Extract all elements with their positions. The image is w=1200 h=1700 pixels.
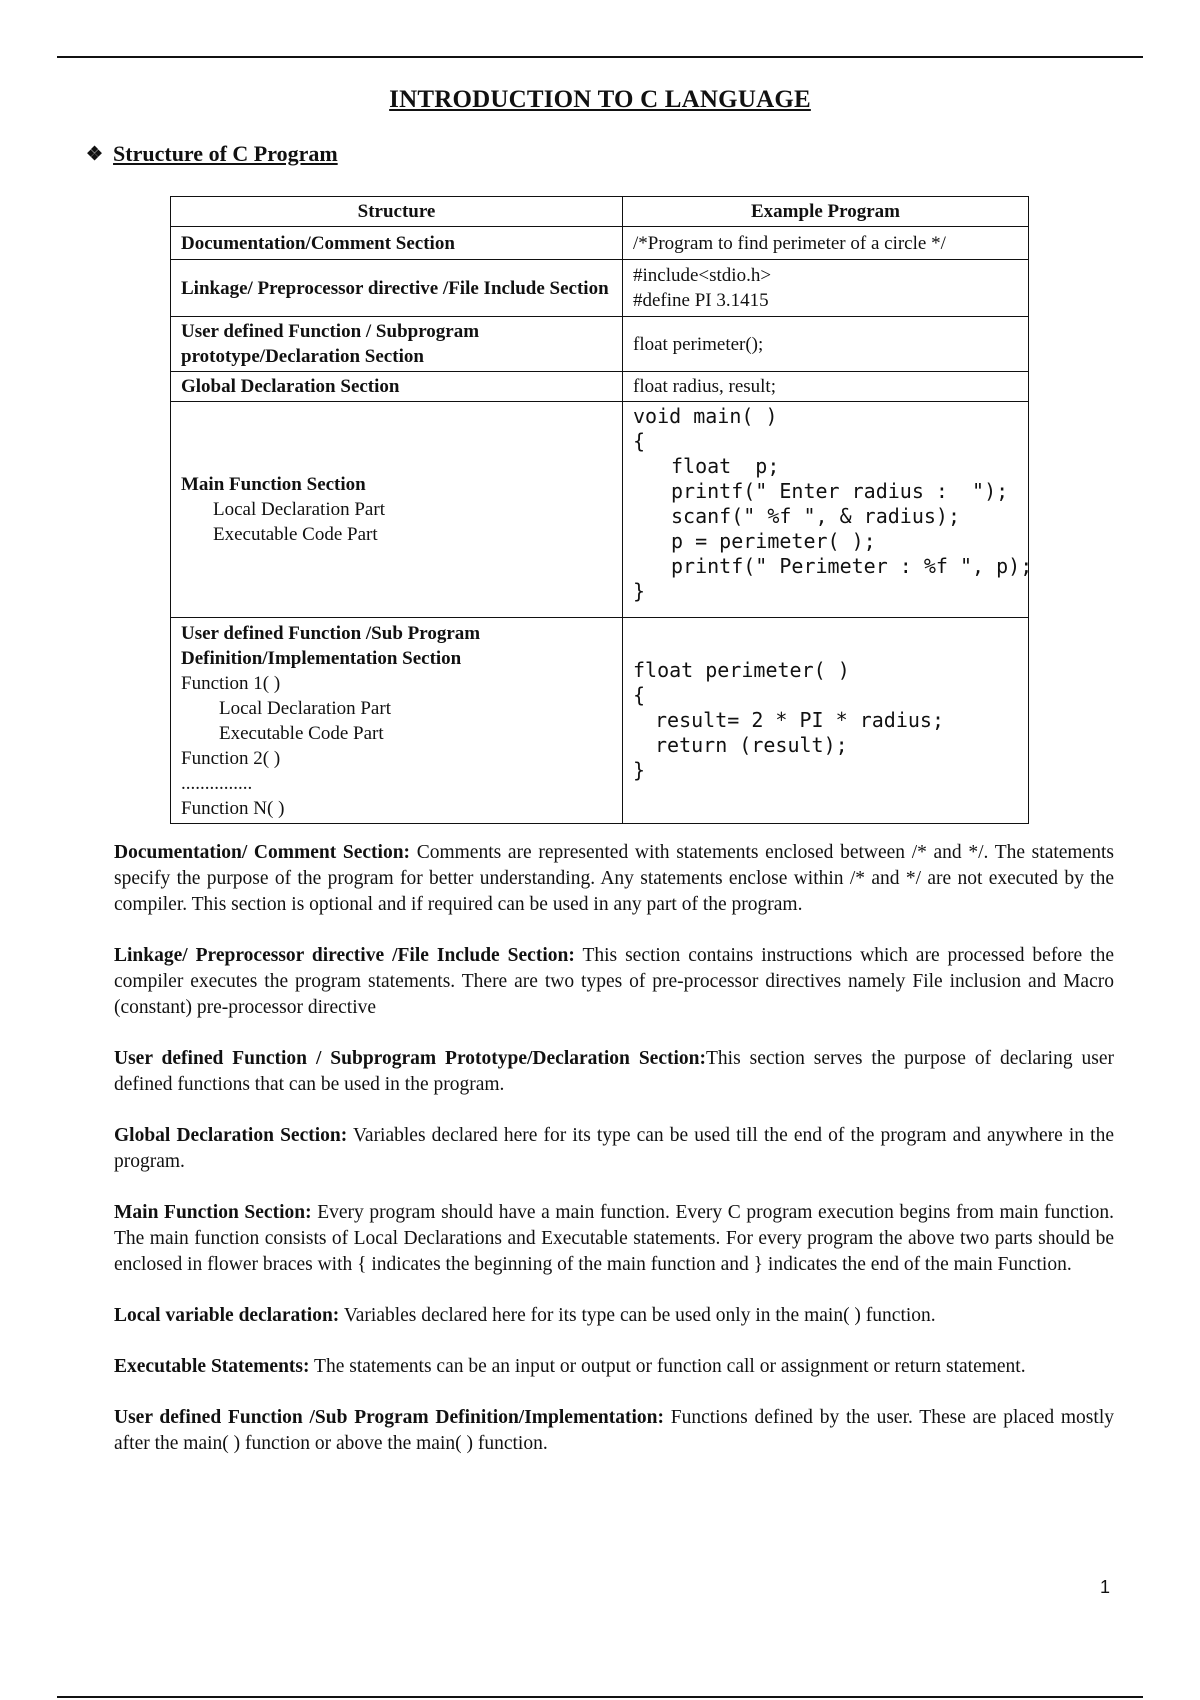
bottom-rule [57,1696,1143,1698]
example-code-block [623,402,1033,618]
paragraph [114,1303,1114,1329]
table-row [171,372,1029,402]
example-cell: /*Program to find perimeter of a circle */ [623,227,1029,260]
code-line: #include<stdio.h> [633,265,772,286]
paragraph-text: Every program should have a main function. Every C program execution begins from main function. The main function consists of Local Declarations and Executable statements. For every program the above two parts should be enclosed in flower braces with { indicates the beginning of the main function and } indicates the end of the main Function. [114,1202,1114,1275]
paragraph-lead: User defined Function / Subprogram Prototype/Declaration Section: [114,1048,706,1069]
paragraph-lead: Documentation/ Comment Section: [114,842,411,863]
structure-cell [171,402,623,618]
diamond-bullet-icon: ❖ [86,143,104,165]
paragraph-text: Variables declared here for its type can be used only in the main( ) function. [339,1305,936,1326]
function-1-label: Function 1( ) [181,672,281,694]
example-cell: float radius, result; [623,372,1029,402]
structure-table [170,196,1033,824]
main-function-label: Main Function Section [181,474,366,495]
paragraph [114,840,1114,918]
local-declaration-label: Local Declaration Part [219,697,391,719]
paragraph-lead: User defined Function /Sub Program Definition/Implementation: [114,1407,664,1428]
table-header-row [171,197,1029,227]
local-declaration-label: Local Declaration Part [213,499,385,520]
page-title: INTRODUCTION TO C LANGUAGE [389,86,811,113]
code-line: { [633,429,646,453]
paragraph-lead: Local variable declaration: [114,1305,340,1326]
structure-cell [171,618,623,824]
paragraph-lead: Main Function Section: [114,1202,312,1223]
table-row [171,227,1029,260]
description-paragraphs [114,840,1114,1482]
code-line: result= 2 * PI * radius; [655,708,944,732]
paragraph-text: Variables declared here for its type can be used till the end of the program and anywhere in the program. [114,1125,1114,1172]
paragraph [114,943,1114,1021]
top-rule [57,56,1143,58]
code-line: float perimeter( ) [633,658,850,682]
example-cell: float perimeter(); [623,317,1029,372]
structure-cell: Linkage/ Preprocessor directive /File Include Section [171,260,623,317]
paragraph-lead: Global Declaration Section: [114,1125,348,1146]
structure-cell: User defined Function / Subprogram prototype/Declaration Section [171,317,623,372]
page-number: 1 [1100,1577,1111,1597]
table-row [171,402,1029,618]
function-2-label: Function 2( ) [181,747,281,769]
structure-cell: Global Declaration Section [171,372,623,402]
paragraph-lead: Linkage/ Preprocessor directive /File Include Section: [114,945,575,966]
executable-code-label: Executable Code Part [219,722,384,744]
code-line: { [633,683,646,707]
table-row [171,260,1029,317]
paragraph-text: This section serves the purpose of declaring user defined functions that can be used in the program. [114,1048,1114,1095]
code-line: void main( ) [633,404,778,428]
paragraph-text: The statements can be an input or output or function call or assignment or return statement. [309,1356,1026,1377]
table-row [171,317,1029,372]
ellipsis-label: ............... [181,772,253,794]
code-line: #define PI 3.1415 [633,290,769,311]
code-line: return (result); [655,733,848,757]
paragraph-text: This section contains instructions which are processed before the compiler executes the program statements. There are two types of pre-processor directives namely File inclusion and Macro (constant) pre-processor directive [114,945,1114,1018]
paragraph [114,1200,1114,1278]
paragraph-text: Comments are represented with statements enclosed between /* and */. The statements specify the purpose of the program for better understanding. Any statements enclose within /* and */ are not executed by the compiler. This section is optional and if required can be used in any part of the program. [114,842,1114,915]
paragraph-text: Functions defined by the user. These are placed mostly after the main( ) function or above the main( ) function. [114,1407,1114,1454]
code-line: printf(" Enter radius : "); [671,479,1009,503]
paragraph-lead: Executable Statements: [114,1356,310,1377]
example-cell [623,260,1029,317]
code-line: } [633,758,646,782]
paragraph [114,1046,1114,1098]
paragraph [114,1354,1114,1380]
paragraph [114,1123,1114,1175]
code-line: float p; [671,454,780,478]
code-line: printf(" Perimeter : %f ", p); [671,554,1033,578]
section-heading [86,141,338,167]
code-line: } [633,579,646,603]
section-heading-text: Structure of C Program [113,141,338,166]
structure-cell: Documentation/Comment Section [171,227,623,260]
code-line: p = perimeter( ); [671,529,876,553]
table-row [171,618,1029,824]
udf-definition-label: User defined Function /Sub Program Definition/Implementation Section [181,622,481,669]
function-n-label: Function N( ) [181,797,285,819]
executable-code-label: Executable Code Part [213,524,378,545]
example-code-block [623,618,1029,824]
paragraph [114,1405,1114,1457]
header-example: Example Program [623,197,1029,227]
code-line: scanf(" %f ", & radius); [671,504,960,528]
header-structure: Structure [171,197,623,227]
